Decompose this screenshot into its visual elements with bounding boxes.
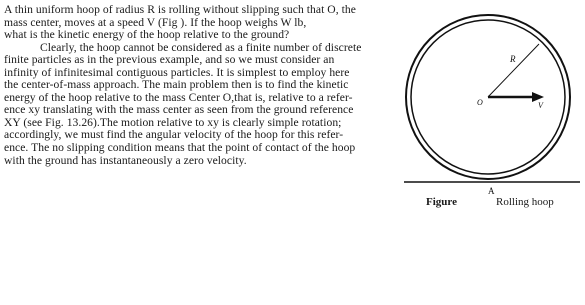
text-line: ence xy translating with the mass center as seen from the ground reference xyxy=(4,104,354,117)
text-line: energy of the hoop relative to the mass Center O,that is, relative to a refer- xyxy=(4,91,353,104)
label-r: R xyxy=(510,54,516,64)
rolling-hoop-figure xyxy=(404,4,580,219)
text-line: accordingly, we must find the angular velocity of the hoop for this refer- xyxy=(4,129,344,142)
label-o: O xyxy=(477,98,483,107)
text-line: what is the kinetic energy of the hoop relative to the ground? xyxy=(4,29,290,42)
figure-caption-title: Rolling hoop xyxy=(496,196,554,208)
figure-caption-label: Figure xyxy=(426,196,457,208)
label-v: V xyxy=(538,101,543,110)
text-line: ence. The no slipping condition means that the point of contact of the hoop xyxy=(4,142,356,155)
body-text xyxy=(4,4,394,167)
label-a: A xyxy=(488,186,495,196)
radius-line xyxy=(488,44,539,97)
text-line: Clearly, the hoop cannot be considered as a finite number of discrete xyxy=(40,41,362,54)
text-line: mass center, moves at a speed V (Fig ). If the hoop weighs W lb, xyxy=(4,16,307,29)
text-line: the center-of-mass approach. The main problem then is to find the kinetic xyxy=(4,79,349,92)
text-line: XY (see Fig. 13.26).The motion relative to xy is clearly simple rotation; xyxy=(4,116,342,129)
text-line: with the ground has instantaneously a zero velocity. xyxy=(4,154,247,167)
text-line: infinity of infinitesimal contiguous particles. It is simplest to employ here xyxy=(4,66,350,79)
text-line: finite particles as in the previous example, and so we must consider an xyxy=(4,54,335,67)
text-line: A thin uniform hoop of radius R is rolling without slipping such that O, the xyxy=(4,4,356,16)
